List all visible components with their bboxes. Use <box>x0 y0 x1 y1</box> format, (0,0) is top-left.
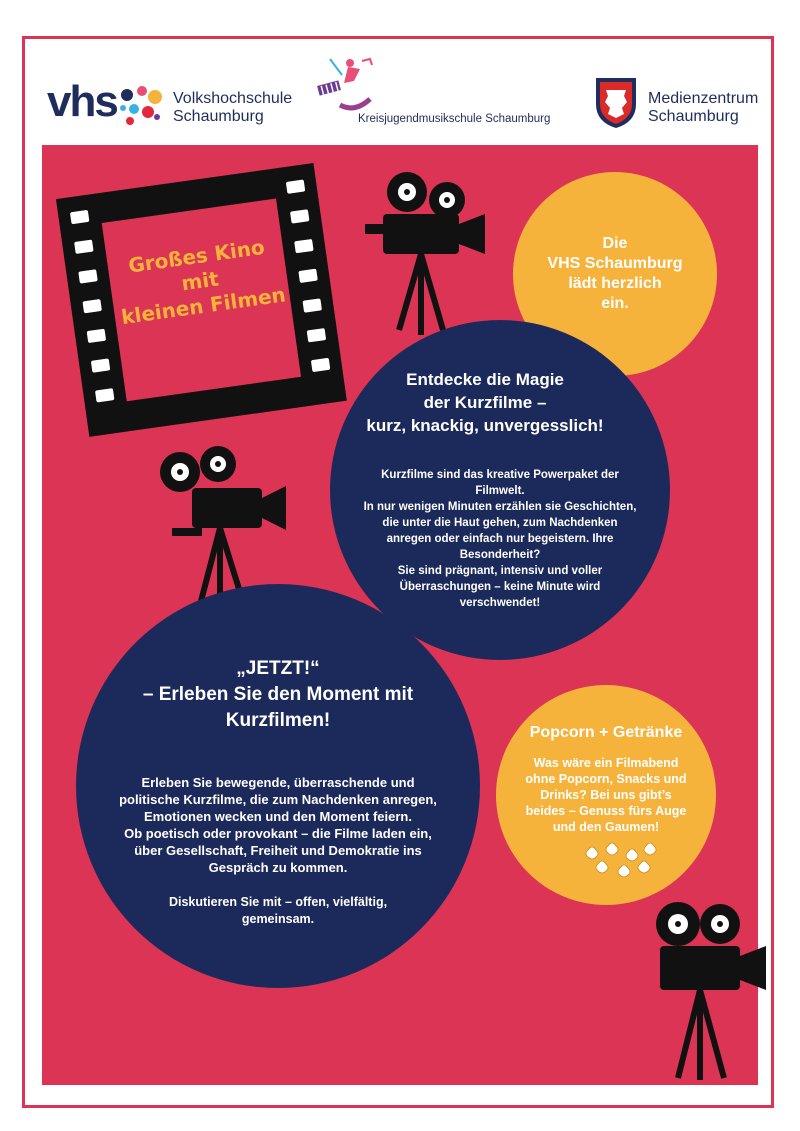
popcorn-heading: Popcorn + Getränke <box>529 724 683 741</box>
film-title: Großes Kino mit kleinen Filmen <box>119 234 288 330</box>
moment-circle <box>76 584 480 988</box>
mz-name <box>648 90 758 126</box>
moment-heading: „JETZT!“ – Erleben Sie den Moment mit Kurzfilmen! <box>142 658 414 731</box>
vhs-logo-dots-icon <box>118 82 164 128</box>
invite-text: Die VHS Schaumburg lädt herzlich ein. <box>547 235 683 312</box>
film-camera-icon <box>355 170 495 340</box>
mz-name-line2: Schaumburg <box>648 108 739 125</box>
popcorn-body: Was wäre ein Filmabend ohne Popcorn, Snacks und Drinks? Bei uns gibt’s beides – Genuss fürs Auge und den Gaumen! <box>525 756 687 834</box>
vhs-logo-text: vhs <box>47 77 117 126</box>
magic-heading: Entdecke die Magie der Kurzfilme – kurz, knackig, unvergesslich! <box>366 370 604 435</box>
mz-name-line1: Medienzentrum <box>648 90 759 107</box>
popcorn-icon <box>580 840 670 880</box>
moment-closing: Diskutieren Sie mit – offen, vielfältig, gemeinsam. <box>168 895 388 926</box>
moment-body: Erleben Sie bewegende, überraschende und politische Kurzfilme, die zum Nachdenken anregen, Emotionen wecken und den Moment feiern. Ob poetisch oder provokant – die Filme laden ein, über Gesellschaft, Freiheit und Demokratie ins Gespräch zu kommen. <box>119 775 437 875</box>
coat-of-arms-shield-icon <box>594 76 638 130</box>
magic-body: Kurzfilme sind das kreative Powerpaket der Filmwelt. In nur wenigen Minuten erzählen sie Geschichten, die unter die Haut gehen, zum Nachdenken anregen oder einfach nur begeistern. Ihre Besonderheit? Sie sind prägnant, intensiv und voller Überraschungen – keine Minute wird verschwendet! <box>363 469 637 609</box>
kjms-music-logo-icon <box>310 55 380 115</box>
vhs-name-line2: Schaumburg <box>173 108 264 125</box>
film-camera-icon <box>640 890 770 1080</box>
magic-circle <box>330 320 670 660</box>
vhs-name <box>173 90 292 126</box>
vhs-name-line1: Volkshochschule <box>173 90 293 107</box>
kjms-name: Kreisjugendmusikschule Schaumburg <box>358 113 551 125</box>
